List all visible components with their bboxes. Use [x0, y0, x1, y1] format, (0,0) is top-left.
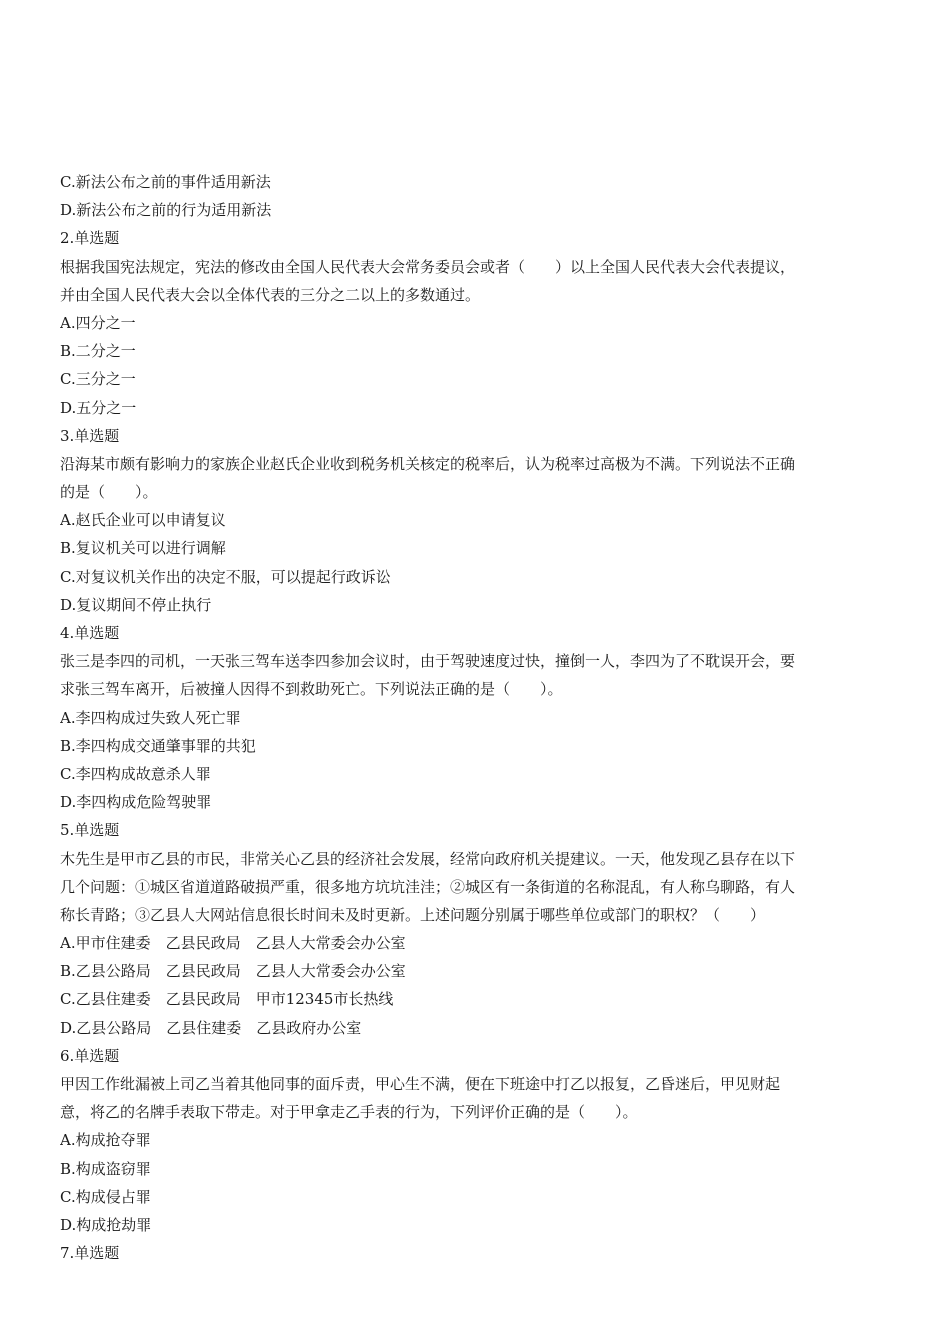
question-2-option-d: D.五分之一 — [60, 398, 137, 417]
question-2-option-a: A.四分之一 — [60, 313, 136, 332]
option-c-prev: C.新法公布之前的事件适用新法 — [60, 173, 271, 191]
question-4-option-d: D.李四构成危险驾驶罪 — [60, 793, 212, 812]
question-5-stem-line-2: 几个问题：①城区省道道路破损严重，很多地方坑坑洼洼；②城区有一条街道的名称混乱，有人称乌聊路，有人 — [60, 877, 796, 896]
question-3-option-c: C.对复议机关作出的决定不服，可以提起行政诉讼 — [60, 567, 391, 586]
question-2-option-c: C.三分之一 — [60, 370, 136, 389]
question-7-heading: 7.单选题 — [60, 1244, 120, 1263]
question-6-option-b: B.构成盗窃罪 — [60, 1159, 151, 1178]
question-5-option-d: D.乙县公路局 乙县住建委 乙县政府办公室 — [60, 1018, 362, 1037]
question-3-stem-line-1: 沿海某市颇有影响力的家族企业赵氏企业收到税务机关核定的税率后，认为税率过高极为不满。下列说法不正确 — [60, 454, 796, 473]
question-4-option-a: A.李四构成过失致人死亡罪 — [60, 708, 241, 727]
question-5-heading: 5.单选题 — [60, 821, 120, 840]
question-3-heading: 3.单选题 — [60, 426, 120, 445]
question-2-stem-line-2: 并由全国人民代表大会以全体代表的三分之二以上的多数通过。 — [60, 285, 481, 304]
question-6-stem-line-1: 甲因工作纰漏被上司乙当着其他同事的面斥责，甲心生不满，便在下班途中打乙以报复，乙昏迷后，甲见财起 — [60, 1075, 781, 1093]
question-5-option-a: A.甲市住建委 乙县民政局 乙县人大常委会办公室 — [60, 934, 406, 953]
option-d-prev: D.新法公布之前的行为适用新法 — [60, 201, 272, 220]
question-5-stem-line-1: 木先生是甲市乙县的市民，非常关心乙县的经济社会发展，经常向政府机关提建议。一天，他发现乙县存在以下 — [60, 849, 796, 868]
question-5-stem-line-3: 称长青路；③乙县人大网站信息很长时间未及时更新。上述问题分别属于哪些单位或部门的职权？（ ） — [60, 905, 766, 924]
question-4-stem-line-2: 求张三驾车离开，后被撞人因得不到救助死亡。下列说法正确的是（ ）。 — [60, 680, 563, 699]
question-4-option-b: B.李四构成交通肇事罪的共犯 — [60, 736, 256, 755]
question-6-stem-line-2: 意，将乙的名牌手表取下带走。对于甲拿走乙手表的行为，下列评价正确的是（ ）。 — [60, 1103, 638, 1122]
question-6-option-c: C.构成侵占罪 — [60, 1187, 151, 1206]
question-2-option-b: B.二分之一 — [60, 342, 136, 361]
question-6-heading: 6.单选题 — [60, 1046, 120, 1065]
question-5-option-b: B.乙县公路局 乙县民政局 乙县人大常委会办公室 — [60, 962, 406, 981]
question-4-option-c: C.李四构成故意杀人罪 — [60, 764, 211, 783]
question-3-option-b: B.复议机关可以进行调解 — [60, 539, 226, 558]
question-4-stem-line-1: 张三是李四的司机，一天张三驾车送李四参加会议时，由于驾驶速度过快，撞倒一人，李四为了不耽误开会，要 — [60, 652, 796, 671]
question-2-heading: 2.单选题 — [60, 229, 120, 248]
question-3-option-a: A.赵氏企业可以申请复议 — [60, 511, 226, 530]
question-4-heading: 4.单选题 — [60, 624, 120, 642]
question-3-stem-line-2: 的是（ ）。 — [60, 483, 158, 502]
question-6-option-a: A.构成抢夺罪 — [60, 1131, 151, 1150]
question-6-option-d: D.构成抢劫罪 — [60, 1215, 152, 1234]
document-page — [60, 168, 890, 1267]
question-2-stem-line-1: 根据我国宪法规定，宪法的修改由全国人民代表大会常务委员会或者（ ）以上全国人民代表大会代表提议， — [60, 257, 796, 276]
question-3-option-d: D.复议期间不停止执行 — [60, 595, 212, 614]
question-5-option-c: C.乙县住建委 乙县民政局 甲市12345市长热线 — [60, 990, 394, 1009]
